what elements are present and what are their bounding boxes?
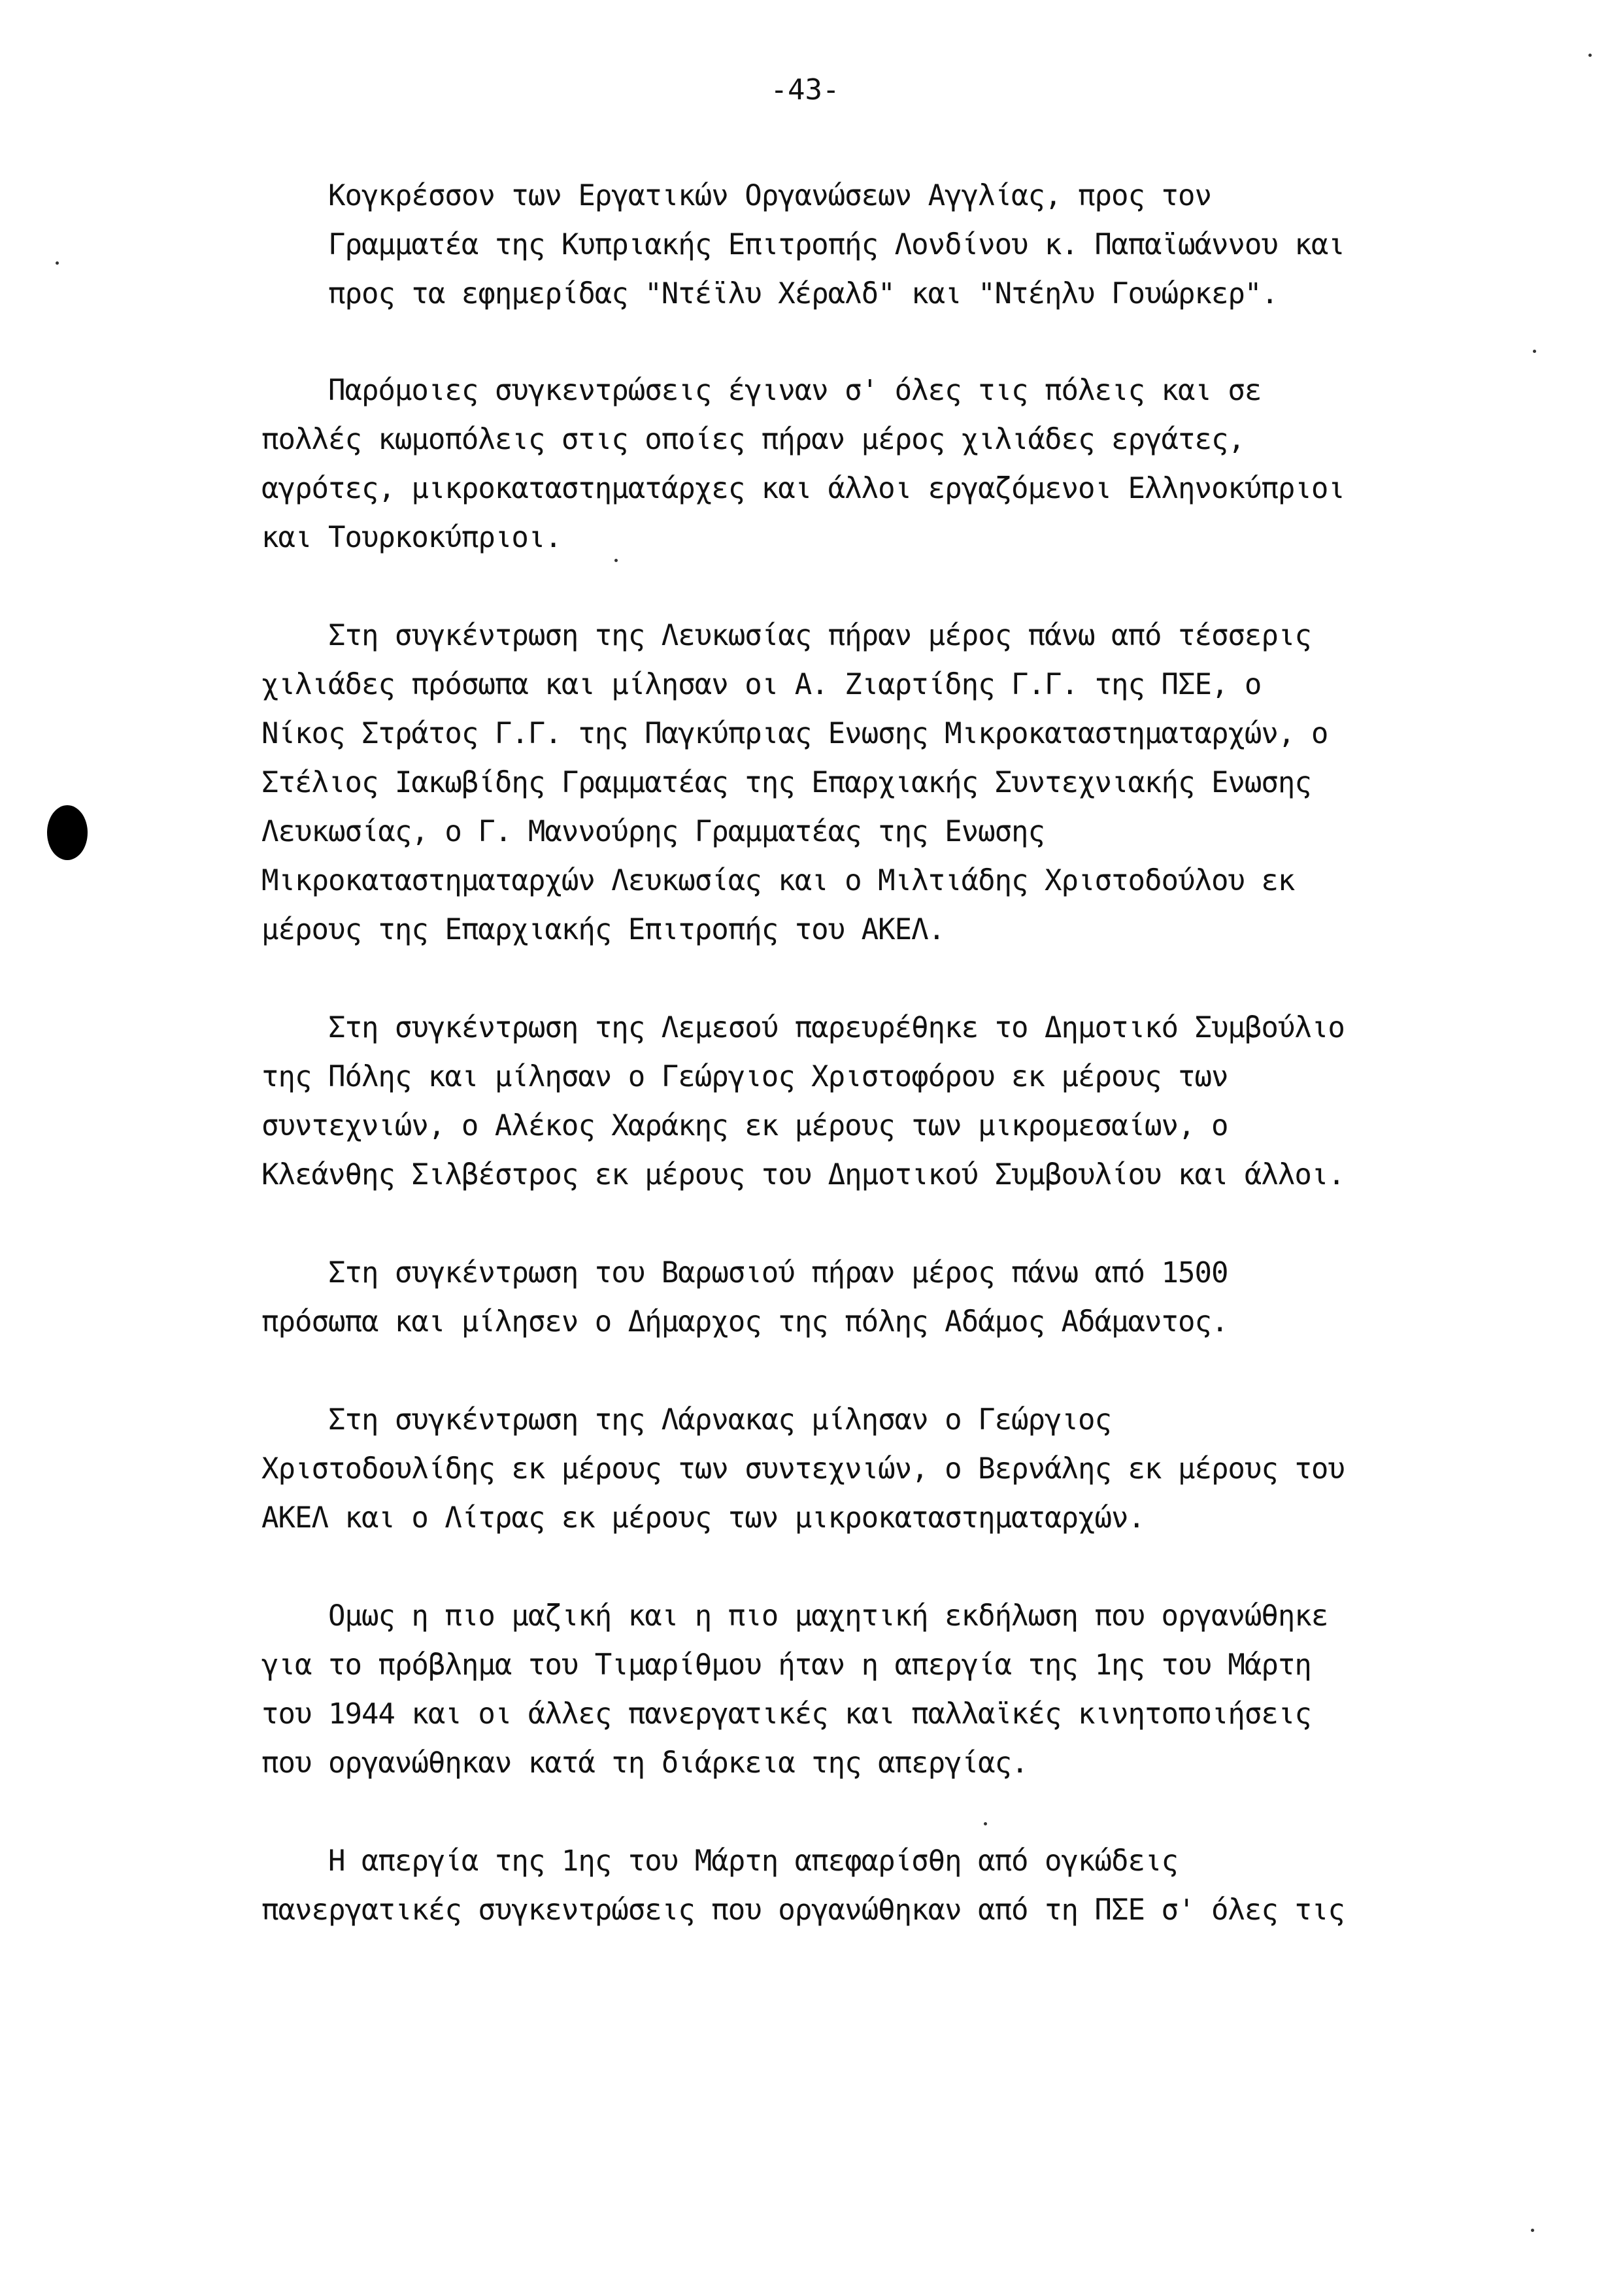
page-number: -43- [770,73,840,107]
paragraph-8 [261,1837,1347,1935]
text-line: Η απεργία της 1ης του Μάρτη απεφαρίσθη από ογκώδεις [261,1844,1178,1878]
text-line: Στη συγκέντρωση της Λεμεσού παρευρέθηκε το Δημοτικό Συμβούλιο [261,1011,1345,1044]
text-line: Στη συγκέντρωση της Λάρνακας μίλησαν ο Γεώργιος [261,1403,1112,1437]
text-line: συντεχνιών, ο Αλέκος Χαράκης εκ μέρους των μικρομεσαίων, ο [261,1109,1228,1142]
text-line: Γραμματέα της Κυπριακής Επιτροπής Λονδίνου κ. Παπαϊωάννου και [261,228,1345,261]
text-line: Κογκρέσσον των Εργατικών Οργανώσεων Αγγλίας, προς τον [261,179,1211,212]
paragraph-3 [261,611,1347,954]
paragraph-2 [261,366,1347,562]
text-line: Παρόμοιες συγκεντρώσεις έγιναν σ' όλες τις πόλεις και σε [261,374,1262,407]
text-line: Στη συγκέντρωση του Βαρωσιού πήραν μέρος πάνω από 1500 [261,1256,1228,1289]
text-line: που οργανώθηκαν κατά τη διάρκεια της απεργίας. [261,1746,1028,1780]
text-line: πολλές κωμοπόλεις στις οποίες πήραν μέρος χιλιάδες εργάτες, [261,423,1245,456]
scan-speck [614,559,618,562]
text-line: και Τουρκοκύπριοι. [261,521,562,554]
text-line: Μικροκαταστηματαρχών Λευκωσίας και ο Μιλτιάδης Χριστοδούλου εκ [261,864,1295,897]
text-line: για το πρόβλημα του Τιμαρίθμου ήταν η απεργία της 1ης του Μάρτη [261,1648,1311,1682]
scan-speck [984,1822,987,1825]
text-line: ΑΚΕΛ και ο Λίτρας εκ μέρους των μικροκαταστηματαρχών. [261,1501,1145,1535]
text-line: Ομως η πιο μαζική και η πιο μαχητική εκδήλωση που οργανώθηκε [261,1599,1328,1633]
paragraph-7 [261,1591,1347,1788]
text-line: του 1944 και οι άλλες πανεργατικές και παλλαϊκές κινητοποιήσεις [261,1697,1311,1731]
text-line: Στέλιος Ιακωβίδης Γραμματέας της Επαρχιακής Συντεχνιακής Ενωσης [261,766,1311,799]
text-line: Χριστοδουλίδης εκ μέρους των συντεχνιών, ο Βερνάλης εκ μέρους του [261,1452,1345,1486]
text-line: χιλιάδες πρόσωπα και μίλησαν οι Α. Ζιαρτίδης Γ.Γ. της ΠΣΕ, ο [261,668,1262,701]
paragraph-4 [261,1003,1347,1199]
paragraph-6 [261,1395,1347,1542]
paragraph-1 [261,171,1347,318]
scan-speck [1531,2229,1534,2232]
punch-hole-mark [47,805,88,860]
text-line: αγρότες, μικροκαταστηματάρχες και άλλοι εργαζόμενοι Ελληνοκύπριοι [261,472,1345,505]
text-line: προς τα εφημερίδας "Ντέϊλυ Χέραλδ" και "Ντέηλυ Γουώρκερ". [261,277,1278,310]
text-line: Νίκος Στράτος Γ.Γ. της Παγκύπριας Ενωσης Μικροκαταστηματαρχών, ο [261,717,1328,750]
scan-speck [56,261,59,265]
scan-speck [1533,350,1536,353]
text-line: Στη συγκέντρωση της Λευκωσίας πήραν μέρος πάνω από τέσσερις [261,619,1311,652]
text-line: πρόσωπα και μίλησεν ο Δήμαρχος της πόλης Αδάμος Αδάμαντος. [261,1305,1228,1339]
text-line: μέρους της Επαρχιακής Επιτροπής του ΑΚΕΛ. [261,913,945,946]
paragraph-5 [261,1248,1347,1346]
scan-speck [1588,54,1592,57]
text-line: Κλεάνθης Σιλβέστρος εκ μέρους του Δημοτικού Συμβουλίου και άλλοι. [261,1158,1345,1191]
text-line: πανεργατικές συγκεντρώσεις που οργανώθηκαν από τη ΠΣΕ σ' όλες τις [261,1893,1345,1927]
text-line: Λευκωσίας, ο Γ. Μαννούρης Γραμματέας της Ενωσης [261,815,1045,848]
text-line: της Πόλης και μίλησαν ο Γεώργιος Χριστοφόρου εκ μέρους των [261,1060,1228,1093]
